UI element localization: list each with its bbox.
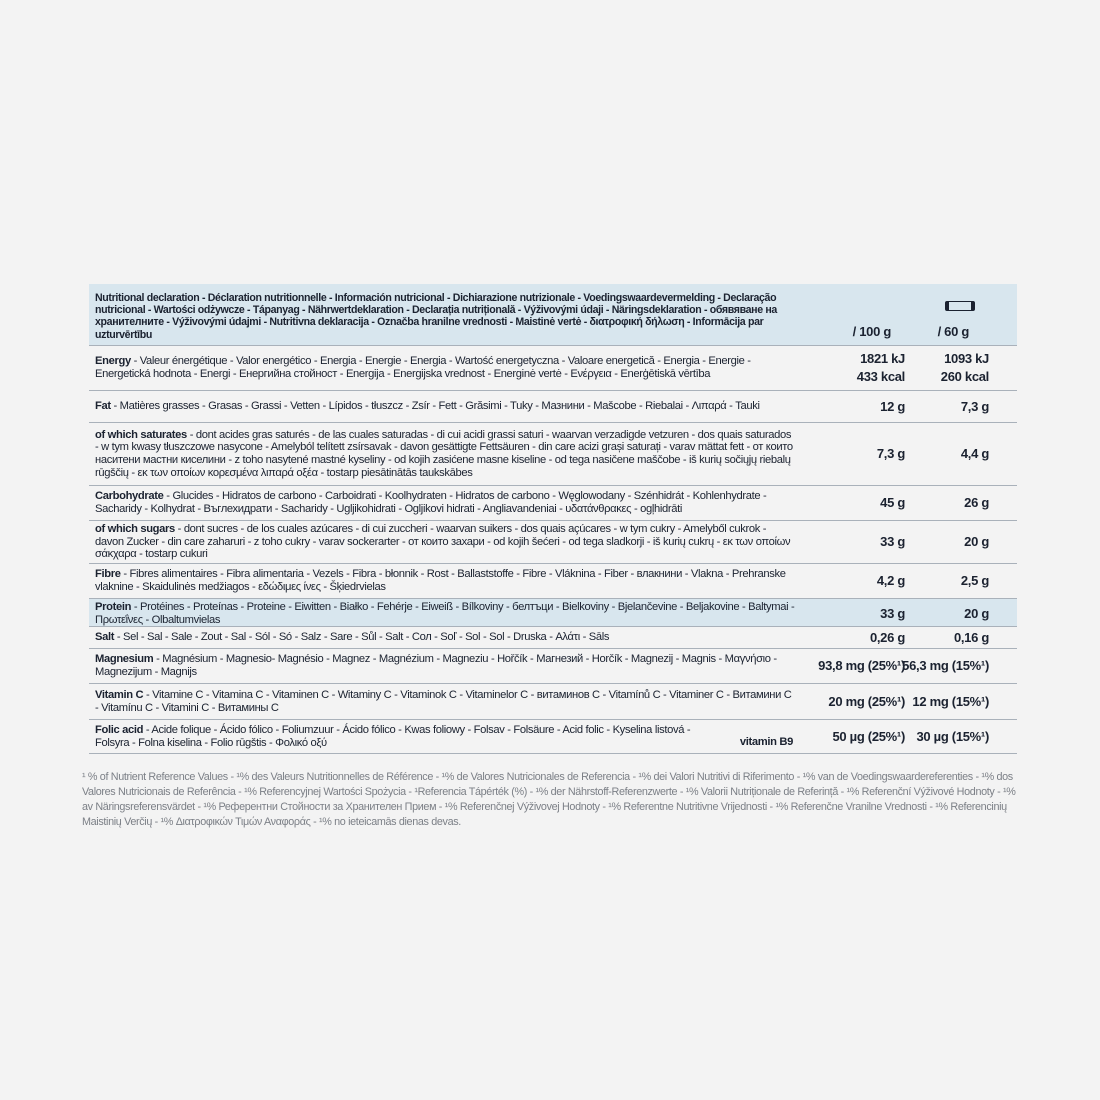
value-per-100g: 20 mg (25%¹) (828, 693, 905, 709)
nutrient-extra-label: vitamin B9 (739, 736, 793, 749)
table-header (89, 284, 1017, 346)
value-per-60g: 56,3 mg (15%¹) (902, 658, 989, 673)
value-per-60g: 1093 kJ 260 kcal (940, 351, 989, 384)
table-row (89, 649, 1017, 684)
table-row (89, 346, 1017, 391)
nutrient-name: Carbohydrate (95, 490, 164, 503)
value-per-100g: 33 g (880, 534, 905, 549)
nutrient-name: Vitamin C (95, 688, 144, 701)
table-row (89, 720, 1017, 754)
nutrition-table (89, 284, 1017, 754)
nutrient-description: Fibre - Fibres alimentaires - Fibra alimentaria - Vezels - Fibra - błonnik - Rost - Ballaststoffe - Fibre - Vláknina - Fiber - влакнини - Vlakna - Prehranske vlaknine - Skaidulinės medžiagos - εδώδιμες ίνες - Šķiedrvielas (95, 568, 786, 593)
value-per-100g: 93,8 mg (25%¹) (818, 658, 905, 673)
value-per-60g: 4,4 g (960, 446, 989, 461)
nutrient-name: Energy (95, 355, 131, 368)
nutrient-name: Fat (95, 400, 111, 413)
value-per-100g: 0,26 g (869, 629, 905, 645)
nutrient-description: Energy - Valeur énergétique - Valor energético - Energia - Energie - Energia - Wartość energetyczna - Valoare energetică - Energia - Energie - Energetická hodnota - Energi - Енергийна стойност - Energija - Energijska vrednost - Energinė vertė - Ενέργεια - Enerģētiskā vērtība (95, 355, 751, 380)
value-per-60g: 20 g (964, 534, 989, 549)
value-per-60g: 30 µg (15%¹) (916, 728, 989, 744)
nutrient-name: Fibre (95, 568, 121, 581)
nutrient-description: Carbohydrate - Glucides - Hidratos de carbono - Carboidrati - Koolhydraten - Hidratos de carbono - Węglowodany - Szénhidrát - Kohlenhydrate - Sacharidy - Kolhydrat - Въглехидрати - Sacharidy - Ugljikohidrati - Ogljikovi hidrati - Angliavandeniai - υδατάνθρακες - ogļhidrāti (95, 490, 767, 515)
table-row (89, 521, 1017, 564)
value-per-60g: 20 g (964, 605, 989, 621)
energy-bar-icon (945, 301, 975, 311)
nutrient-description: Folic acid - Acide folique - Ácido fólico - Foliumzuur - Ácido fólico - Kwas foliowy - Folsav - Folsäure - Acid folic - Kyselina listová - Folsyra - Folna kiselina - Folio rūgštis - Φολικό οξύ vitamin B9 (95, 723, 793, 749)
footnote: ¹ % of Nutrient Reference Values - ¹% des Valeurs Nutritionnelles de Référence - ¹% de Valores Nutricionales de Referencia - ¹% dei Valori Nutritivi di Riferimento - ¹% van de Voedingswaardereferenties - ¹% dos Valores Nutricionais de Referência - ¹% Referencyjnej Wartości Spożycia - ¹Referencia Tápérték (%) - ¹% der Nährstoff-Referenzwerte - ¹% Valorii Nutriționale de Referință - ¹% Referenční Výživové Hodnoty - ¹% av Näringsreferensvärdet - ¹% Референтни Стойности за Хранителен Прием - ¹% Referenčnej Výživovej Hodnoty - ¹% Referentne Nutritivne Vrijednosti - ¹% Referenčne Vranilne Vrednosti - ¹% Referencinių Maistinių Verčių - ¹% Διατροφικών Τιμών Αναφοράς - ¹% no ieteicamās dienas devas. (82, 771, 1016, 828)
value-per-60g: 12 mg (15%¹) (912, 693, 989, 709)
value-per-100g: 45 g (880, 495, 905, 510)
table-row (89, 391, 1017, 423)
column-header-60g: / 60 g (909, 284, 1017, 345)
value-per-60g: 7,3 g (960, 398, 989, 414)
table-row (89, 599, 1017, 627)
nutrient-description: Salt - Sel - Sal - Sale - Zout - Sal - Sól - Só - Salz - Sare - Sůl - Salt - Сол - Soľ - Sol - Sol - Druska - Αλάτι - Sāls (95, 631, 610, 644)
declaration-title: Nutritional declaration - Déclaration nutritionnelle - Información nutricional - Dichiarazione nutrizionale - Voedingswaardevermelding - Declaração nutricional - Wartości odżywcze - Tápanyag - Nährwertdeklaration - Declarația nutrițională - Výživovými údaji - Näringsdeklaration - обявяване на хранителните - Výživovými údajmi - Nutritivna deklaracija - Označba hranilne vrednosti - Maistinė vertė - διατροφική δήλωση - Informācija par uzturvērtību (95, 292, 777, 341)
nutrient-description: of which saturates - dont acides gras saturés - de las cuales saturadas - di cui acidi grassi saturi - waarvan verzadigde vetzuren - dos quais saturados - w tym kwasy tłuszczowe nasycone - Amelyból telített zsírsavak - davon gesättigte Fettsäuren - din care acizi grași saturați - varav mättat fett - от които наситени мастни киселини - z toho nasytené mastné kyseliny - od kojih zasićene masne kiseline - od tega nasičene maščobe - iš kurių sočiųjų riebalų rūgščių - εκ των οποίων κορεσμένα λιπαρά οξέα - tostarp piesātinātās taukskābes (95, 428, 793, 479)
nutrient-name: Folic acid (95, 723, 144, 736)
value-per-100g: 4,2 g (876, 573, 905, 588)
nutrient-description: Fat - Matières grasses - Grasas - Grassi - Vetten - Lípidos - tłuszcz - Zsír - Fett - Grăsimi - Tuky - Мазнини - Mašcobe - Riebalai - Λιπαρά - Tauki (95, 400, 760, 413)
table-row (89, 684, 1017, 720)
nutrient-name: of which sugars (95, 523, 175, 536)
value-per-100g: 33 g (880, 605, 905, 621)
value-per-100g: 7,3 g (876, 446, 905, 461)
value-per-100g: 1821 kJ 433 kcal (856, 351, 905, 384)
value-per-60g: 26 g (964, 495, 989, 510)
nutrient-description: Vitamin C - Vitamine C - Vitamina C - Vitaminen C - Witaminy C - Vitaminok C - Vitaminelor C - витаминов C - Vitamínů C - Vitaminer C - Витамини C - Vitamínu C - Vitamini C - Витамины C (95, 688, 792, 714)
value-per-100g: 12 g (880, 398, 905, 414)
table-row (89, 423, 1017, 486)
nutrient-rows (89, 346, 1017, 754)
nutrient-name: of which saturates (95, 428, 187, 441)
value-per-60g: 0,16 g (953, 629, 989, 645)
value-per-100g: 50 µg (25%¹) (832, 728, 905, 744)
nutrient-name: Protein (95, 601, 132, 613)
table-row (89, 486, 1017, 521)
nutrient-name: Magnesium (95, 653, 154, 666)
column-header-100g: / 100 g (852, 324, 891, 339)
value-per-60g: 2,5 g (960, 573, 989, 588)
table-row (89, 564, 1017, 599)
nutrient-description: Magnesium - Magnésium - Magnesio- Magnésio - Magnez - Magnézium - Magneziu - Hořčík - Магнезий - Horčík - Magnezij - Magnis - Μαγνήσιο - Magnezijum - Magnijs (95, 653, 777, 678)
nutrient-description: Protein - Protéines - Proteínas - Proteine - Eiwitten - Białko - Fehérje - Eiweiß - Bílkoviny - белтъци - Bielkoviny - Bjelančevine - Beljakovine - Baltymai - Πρωτεΐνες - Olbaltumvielas (95, 601, 795, 626)
nutrient-name: Salt (95, 631, 115, 644)
table-row (89, 627, 1017, 649)
nutrient-description: of which sugars - dont sucres - de los cuales azúcares - di cui zuccheri - waarvan suikers - dos quais açúcares - w tym cukry - Amelyből cukrok - davon Zucker - din care zaharuri - z toho cukry - varav sockerarter - от които захари - od kojih šećeri - od tega sladkorji - iš kurių cukrų - εκ των οποίων σάκχαρα - tostarp cukuri (95, 523, 791, 561)
